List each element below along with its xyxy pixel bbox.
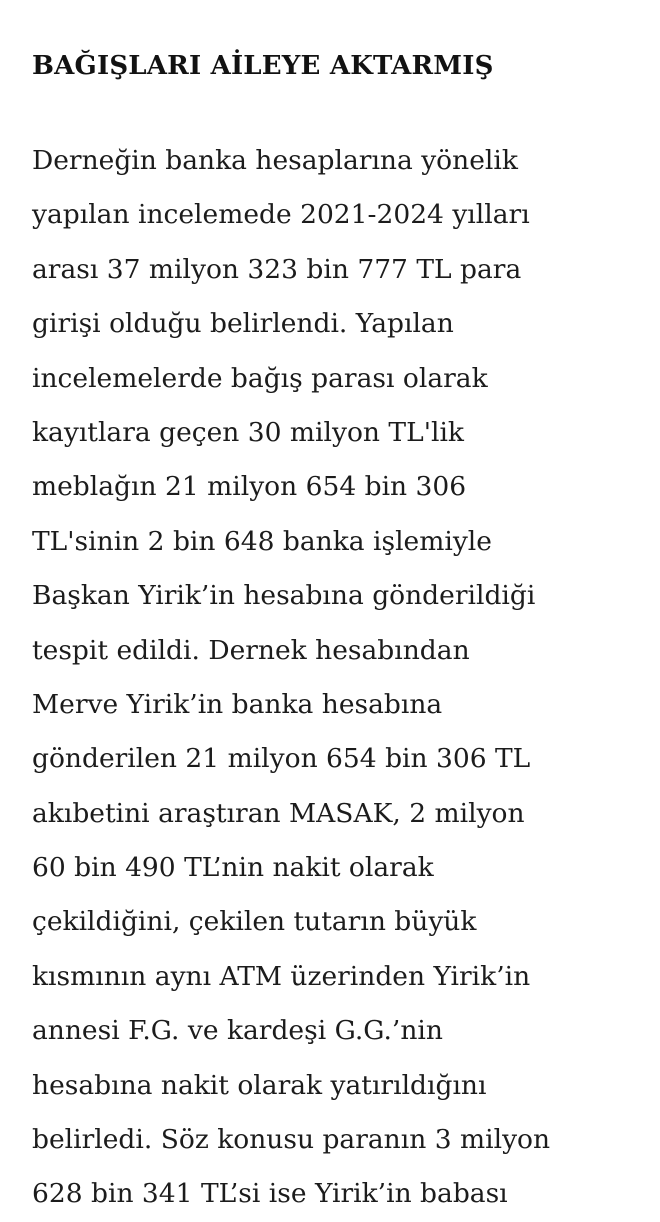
body-line: TL'sinin 2 bin 648 banka işlemiyle: [32, 525, 492, 557]
body-line: Derneğin banka hesaplarına yönelik: [32, 145, 518, 176]
body-line: akıbetini araştıran MASAK, 2 milyon: [32, 797, 525, 829]
body-line: gönderilen 21 milyon 654 bin 306 TL: [32, 743, 531, 775]
body-line: Başkan Yirik’in hesabına gönderildiği: [32, 580, 536, 612]
body-line: girişi olduğu belirlendi. Yapılan: [32, 308, 454, 340]
body-line: meblağın 21 milyon 654 bin 306: [32, 471, 467, 503]
article-heading: BAĞIŞLARI AİLEYE AKTARMIŞ: [32, 51, 494, 81]
body-line: hesabına nakit olarak yatırıldığını: [32, 1069, 487, 1101]
body-line: yapılan incelemede 2021-2024 yılları: [32, 199, 530, 231]
body-line: Merve Yirik’in banka hesabına: [32, 688, 443, 720]
body-line: incelemelerde bağış parası olarak: [32, 362, 488, 394]
body-line: 60 bin 490 TL’nin nakit olarak: [32, 852, 434, 884]
body-line: belirledi. Söz konusu paranın 3 milyon: [32, 1124, 551, 1156]
body-line: annesi F.G. ve kardeşi G.G.’nin: [32, 1015, 443, 1047]
body-line: arası 37 milyon 323 bin 777 TL para: [32, 253, 522, 285]
body-line: kısmının aynı ATM üzerinden Yirik’in: [32, 960, 531, 992]
body-line: tespit edildi. Dernek hesabından: [32, 634, 470, 666]
body-line: kayıtlara geçen 30 milyon TL'lik: [32, 416, 464, 448]
body-line: 628 bin 341 TL’si ise Yirik’in babası: [32, 1178, 508, 1210]
body-line: çekildiğini, çekilen tutarın büyük: [32, 906, 477, 938]
article-body: [32, 134, 550, 1222]
